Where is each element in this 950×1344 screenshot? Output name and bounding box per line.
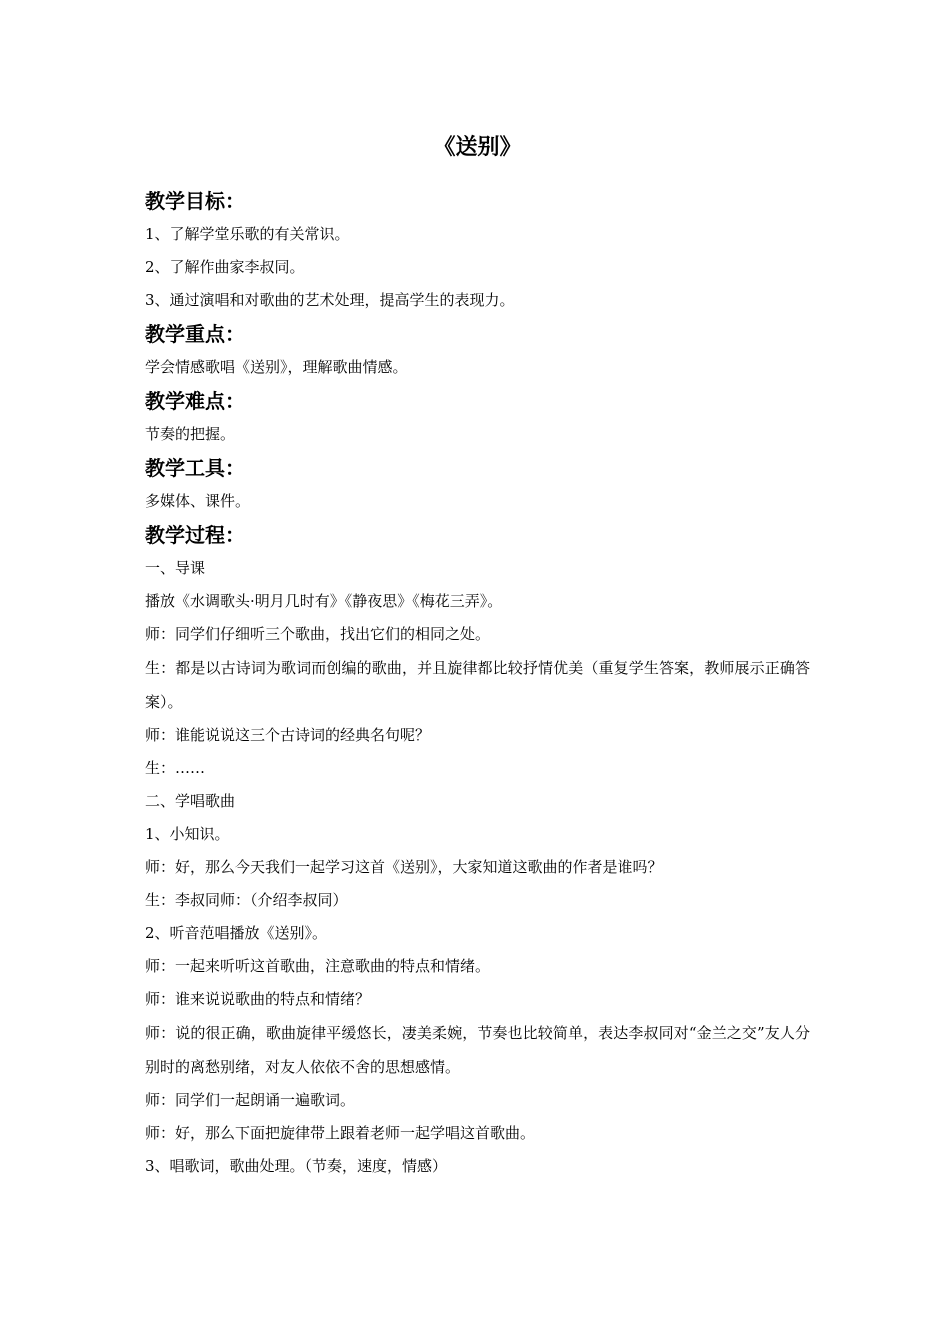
process-line-teacher-ask-features: 师：谁来说说歌曲的特点和情绪？ <box>145 990 371 1008</box>
key-points-heading: 教学重点： <box>145 322 245 346</box>
process-line-sing-lyrics: 3、唱歌词，歌曲处理。（节奏，速度，情感） <box>145 1157 448 1175</box>
process-line-teacher-explain: 师：说的很正确，歌曲旋律平缓悠长，凄美柔婉，节奏也比较简单，表达李叔同对“金兰之交”友人分别时的离愁别绪，对友人依依不舍的思想感情。 <box>145 1024 810 1076</box>
process-line-teacher-sing: 师：好，那么下面把旋律带上跟着老师一起学唱这首歌曲。 <box>145 1124 536 1142</box>
objective-item-3: 3、通过演唱和对歌曲的艺术处理，提高学生的表现力。 <box>145 291 515 309</box>
process-line-knowledge: 1、小知识。 <box>145 825 230 843</box>
process-line-student-ellipsis: 生：…… <box>145 759 206 777</box>
process-line-teacher-recite: 师：同学们一起朗诵一遍歌词。 <box>145 1091 356 1109</box>
tools-heading: 教学工具： <box>145 456 245 480</box>
process-line-learn-song: 二、学唱歌曲 <box>145 792 236 810</box>
process-line-student-answer: 生：都是以古诗词为歌词而创编的歌曲，并且旋律都比较抒情优美（重复学生答案，教师展示正确答案）。 <box>145 659 810 711</box>
tools-text: 多媒体、课件。 <box>145 492 251 510</box>
process-line-student-author: 生：李叔同师：（介绍李叔同） <box>145 891 348 909</box>
process-line-teacher-author: 师：好，那么今天我们一起学习这首《送别》，大家知道这歌曲的作者是谁吗？ <box>145 858 663 876</box>
process-line-teacher-listen: 师：同学们仔细听三个歌曲，找出它们的相同之处。 <box>145 625 491 643</box>
process-line-teacher-question: 师：谁能说说这三个古诗词的经典名句呢？ <box>145 726 431 744</box>
process-line-listen-demo: 2、听音范唱播放《送别》。 <box>145 924 328 942</box>
objective-item-1: 1、了解学堂乐歌的有关常识。 <box>145 225 350 243</box>
process-heading: 教学过程： <box>145 523 245 547</box>
objective-item-2: 2、了解作曲家李叔同。 <box>145 258 305 276</box>
document-title: 《送别》 <box>433 135 522 160</box>
process-line-teacher-listen-song: 师：一起来听听这首歌曲，注意歌曲的特点和情绪。 <box>145 957 491 975</box>
difficulties-heading: 教学难点： <box>145 389 245 413</box>
document-body <box>145 128 810 1183</box>
objectives-heading: 教学目标： <box>145 189 245 213</box>
key-points-text: 学会情感歌唱《送别》，理解歌曲情感。 <box>145 358 408 376</box>
process-line-play: 播放《水调歌头·明月几时有》《静夜思》《梅花三弄》。 <box>145 592 503 610</box>
difficulties-text: 节奏的把握。 <box>145 425 236 443</box>
process-line-intro: 一、导课 <box>145 559 206 577</box>
